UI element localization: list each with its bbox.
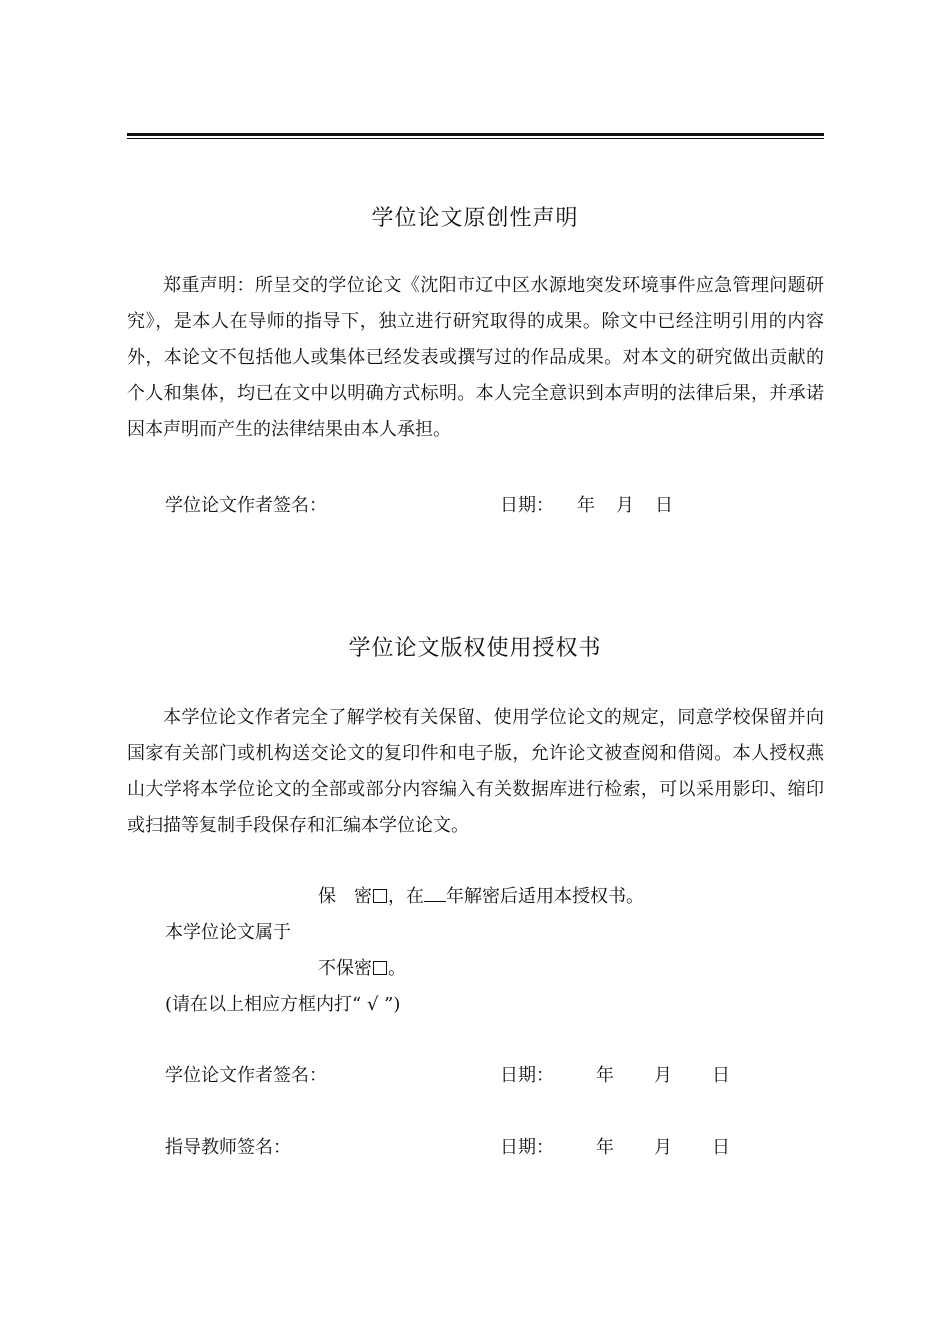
option-secret-mid: ，在	[388, 886, 424, 907]
declaration-body: 郑重声明：所呈交的学位论文《沈阳市辽中区水源地突发环境事件应急管理问题研究》，是本人在导师的指导下，独立进行研究取得的成果。除文中已经注明引用的内容外，本论文不包括他人或集体已经发表或撰写过的作品成果。对本文的研究做出贡献的个人和集体，均已在文中以明确方式标明。本人完全意识到本声明的法律后果，并承诺因本声明而产生的法律结果由本人承担。	[127, 275, 824, 440]
secret-checkbox[interactable]	[373, 889, 387, 903]
date-day: 日	[655, 495, 673, 516]
date-month: 月	[654, 1065, 672, 1086]
date-year: 年	[577, 495, 595, 516]
authorization-title: 学位论文版权使用授权书	[348, 636, 602, 661]
authorization-author-sign-label: 学位论文作者签名：	[165, 1065, 327, 1086]
header-rule-thin	[127, 138, 824, 139]
option-public-label: 不保密	[318, 958, 372, 979]
declaration-title: 学位论文原创性声明	[371, 206, 579, 231]
header-rule-thick	[127, 133, 824, 136]
option-secret	[318, 882, 644, 908]
authorization-body: 本学位论文作者完全了解学校有关保留、使用学位论文的规定，同意学校保留并向国家有关部门或机构送交论文的复印件和电子版，允许论文被查阅和借阅。本人授权燕山大学将本学位论文的全部或部分内容编入有关数据库进行检索，可以采用影印、缩印或扫描等复制手段保存和汇编本学位论文。	[127, 707, 824, 836]
public-checkbox[interactable]	[373, 961, 387, 975]
option-secret-label: 保 密	[318, 886, 372, 907]
date-year: 年	[596, 1137, 614, 1158]
option-public	[318, 954, 406, 980]
date-day: 日	[712, 1065, 730, 1086]
date-day: 日	[712, 1137, 730, 1158]
date-label: 日期：	[500, 495, 554, 516]
declaration-author-sign-label: 学位论文作者签名：	[165, 495, 327, 516]
advisor-sign-label: 指导教师签名：	[165, 1137, 291, 1158]
secret-years-blank[interactable]	[424, 887, 446, 902]
checkbox-instruction: (请在以上相应方框内打“ √ ”)	[165, 994, 401, 1015]
option-public-end: 。	[388, 958, 406, 979]
date-year: 年	[596, 1065, 614, 1086]
date-month: 月	[616, 495, 634, 516]
date-label: 日期：	[500, 1065, 554, 1086]
option-secret-tail: 年解密后适用本授权书。	[446, 886, 644, 907]
date-month: 月	[654, 1137, 672, 1158]
belongs-label: 本学位论文属于	[165, 922, 291, 943]
date-label: 日期：	[500, 1137, 554, 1158]
